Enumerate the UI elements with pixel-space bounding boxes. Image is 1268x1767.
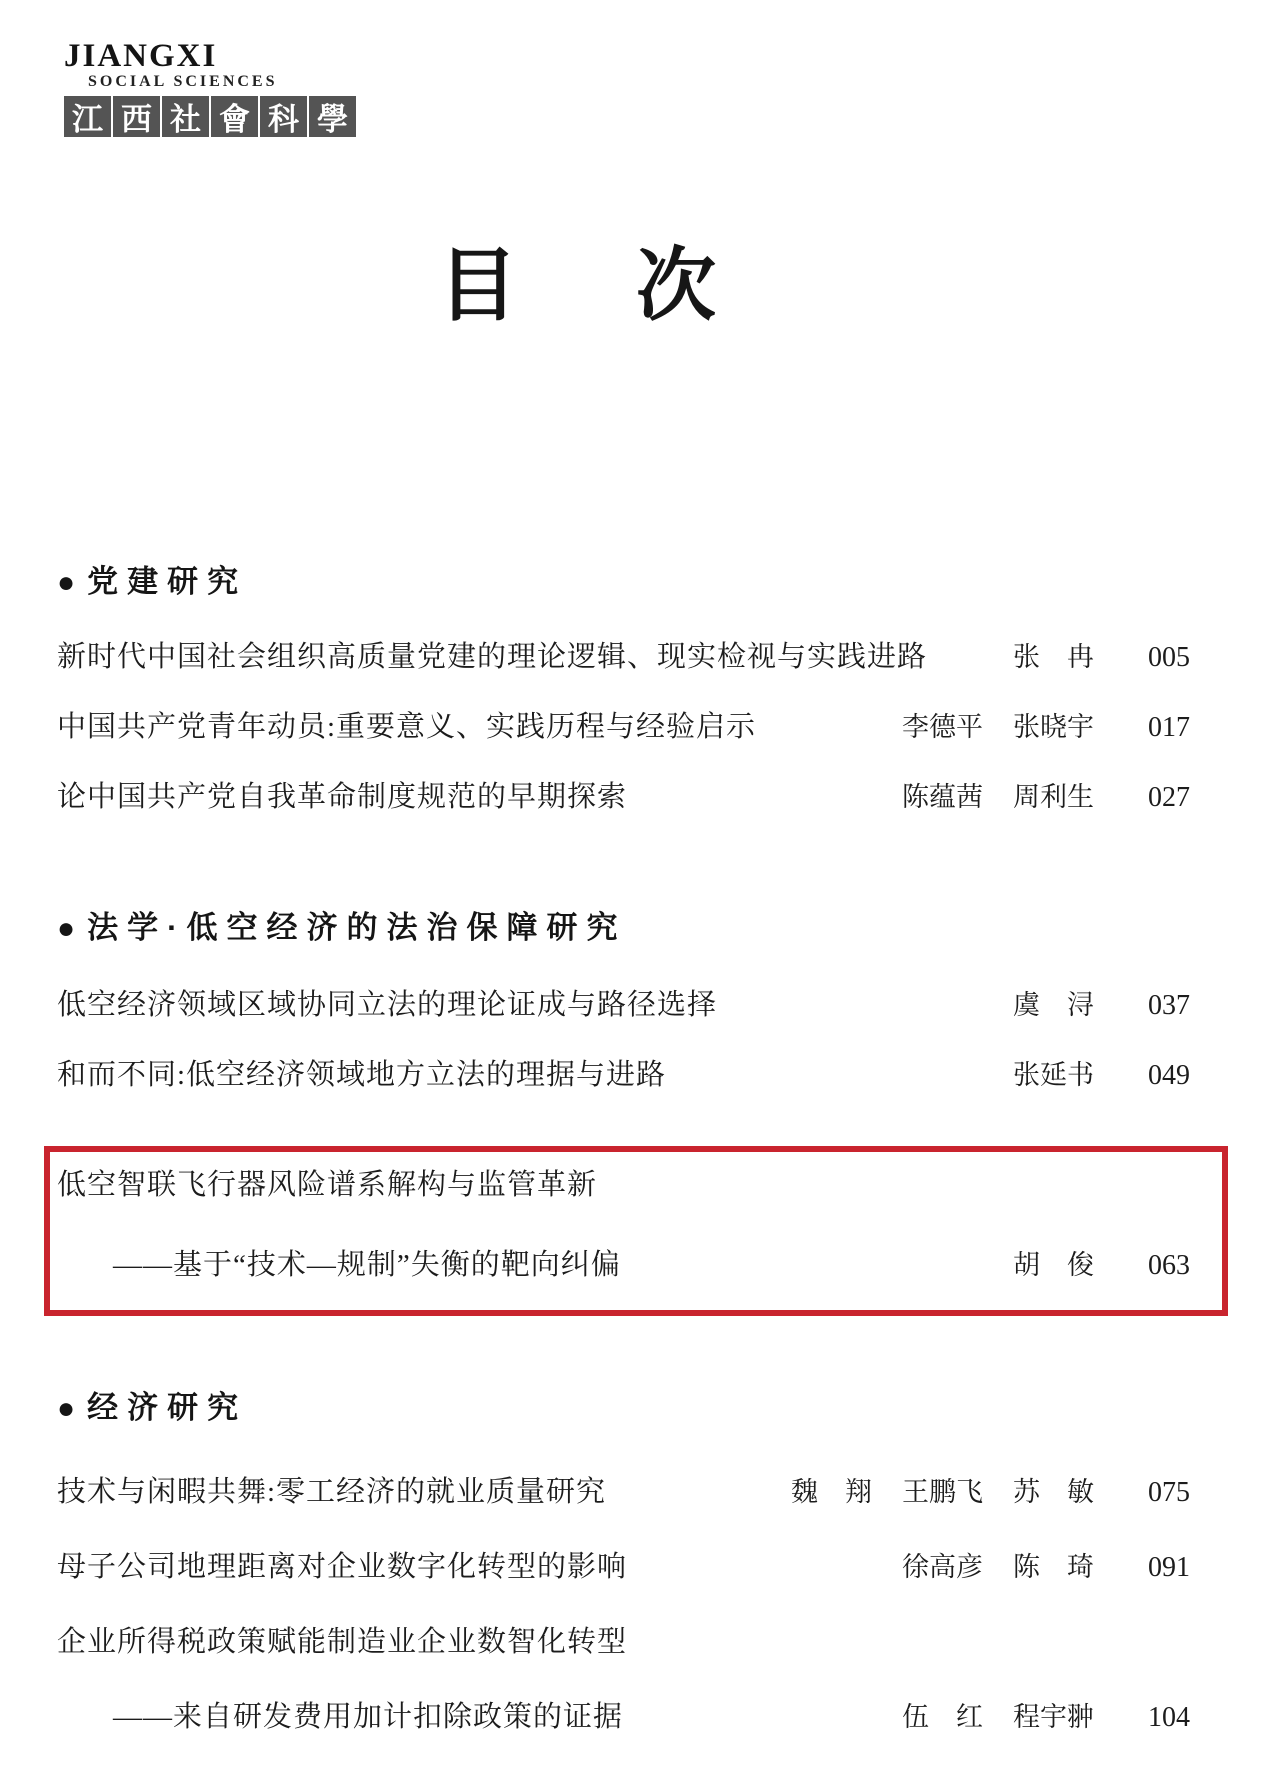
toc-entry <box>57 988 1190 1023</box>
page-title <box>57 241 1097 330</box>
article-title: 和而不同:低空经济领域地方立法的理据与进路 <box>57 1059 667 1091</box>
author-name: 张延书 <box>1013 1060 1094 1090</box>
toc-entry <box>57 1058 1190 1093</box>
article-authors <box>791 1475 1094 1509</box>
toc-entry <box>57 640 1190 675</box>
logo-block-char: 西 <box>113 96 160 137</box>
section-header-label: 经济研究 <box>87 1390 248 1425</box>
toc-entry <box>57 710 1190 745</box>
toc-entry <box>57 1550 1190 1585</box>
article-authors <box>902 1550 1094 1584</box>
section-header-law <box>57 912 626 943</box>
article-page-number: 063 <box>1148 1250 1190 1281</box>
article-page-number: 017 <box>1148 712 1190 743</box>
bullet-icon: ● <box>57 911 76 945</box>
author-name: 伍 红 <box>902 1702 983 1732</box>
article-title: 新时代中国社会组织高质量党建的理论逻辑、现实检视与实践进路 <box>57 641 928 673</box>
section-header-party-building <box>57 566 247 597</box>
author-name: 张 冉 <box>1013 642 1094 672</box>
author-name: 周利生 <box>1013 782 1094 812</box>
section-header-label: 法学·低空经济的法治保障研究 <box>87 910 627 945</box>
article-page-number: 027 <box>1148 782 1190 813</box>
author-name: 陈蕴茜 <box>902 782 983 812</box>
article-title: 论中国共产党自我革命制度规范的早期探索 <box>57 781 628 813</box>
logo-block-char: 學 <box>309 96 356 137</box>
article-authors <box>902 710 1094 744</box>
toc-entry <box>57 780 1190 815</box>
article-title: 中国共产党青年动员:重要意义、实践历程与经验启示 <box>57 711 757 743</box>
logo-block-char: 科 <box>260 96 307 137</box>
toc-entry <box>57 1625 1190 1659</box>
section-header-economics <box>57 1392 247 1423</box>
author-name: 陈 琦 <box>1013 1552 1094 1582</box>
article-authors <box>1013 988 1094 1022</box>
author-name: 虞 浔 <box>1013 990 1094 1020</box>
logo-english-line1: JIANGXI <box>64 38 218 74</box>
author-name: 程宇翀 <box>1013 1702 1094 1732</box>
toc-entry-highlighted <box>57 1168 1190 1202</box>
section-header-label: 党建研究 <box>87 564 248 599</box>
article-title: 低空经济领域区域协同立法的理论证成与路径选择 <box>57 989 718 1021</box>
article-subtitle: ——来自研发费用加计扣除政策的证据 <box>113 1701 624 1733</box>
author-name: 张晓宇 <box>1013 712 1094 742</box>
author-name: 李德平 <box>902 712 983 742</box>
article-title: 企业所得税政策赋能制造业企业数智化转型 <box>57 1626 628 1658</box>
article-subtitle: ——基于“技术—规制”失衡的靶向纠偏 <box>113 1249 621 1281</box>
article-authors <box>902 780 1094 814</box>
article-authors <box>1013 1248 1094 1282</box>
article-page-number: 075 <box>1148 1477 1190 1508</box>
article-authors <box>1013 640 1094 674</box>
journal-logo <box>64 40 356 137</box>
logo-chinese-blocks <box>64 96 356 137</box>
article-authors <box>902 1700 1094 1734</box>
article-title: 技术与闲暇共舞:零工经济的就业质量研究 <box>57 1476 607 1508</box>
toc-entry-subtitle <box>57 1700 1190 1735</box>
bullet-icon: ● <box>57 565 76 599</box>
author-name: 苏 敏 <box>1013 1477 1094 1507</box>
article-title: 母子公司地理距离对企业数字化转型的影响 <box>57 1551 628 1583</box>
logo-block-char: 會 <box>211 96 258 137</box>
logo-block-char: 江 <box>64 96 111 137</box>
article-page-number: 049 <box>1148 1060 1190 1091</box>
page-title-char-right: 次 <box>636 241 716 330</box>
article-page-number: 104 <box>1148 1702 1190 1733</box>
author-name: 王鹏飞 <box>902 1477 983 1507</box>
bullet-icon: ● <box>57 1391 76 1425</box>
logo-block-char: 社 <box>162 96 209 137</box>
article-page-number: 091 <box>1148 1552 1190 1583</box>
toc-entry <box>57 1475 1190 1510</box>
page-title-char-left: 目 <box>438 241 518 330</box>
author-name: 魏 翔 <box>791 1477 872 1507</box>
logo-english-line2: SOCIAL SCIENCES <box>88 73 278 90</box>
article-page-number: 037 <box>1148 990 1190 1021</box>
toc-entry-highlighted-subtitle <box>57 1248 1190 1283</box>
author-name: 徐高彦 <box>902 1552 983 1582</box>
article-page-number: 005 <box>1148 642 1190 673</box>
article-title: 低空智联飞行器风险谱系解构与监管革新 <box>57 1169 598 1201</box>
article-authors <box>1013 1058 1094 1092</box>
author-name: 胡 俊 <box>1013 1250 1094 1280</box>
